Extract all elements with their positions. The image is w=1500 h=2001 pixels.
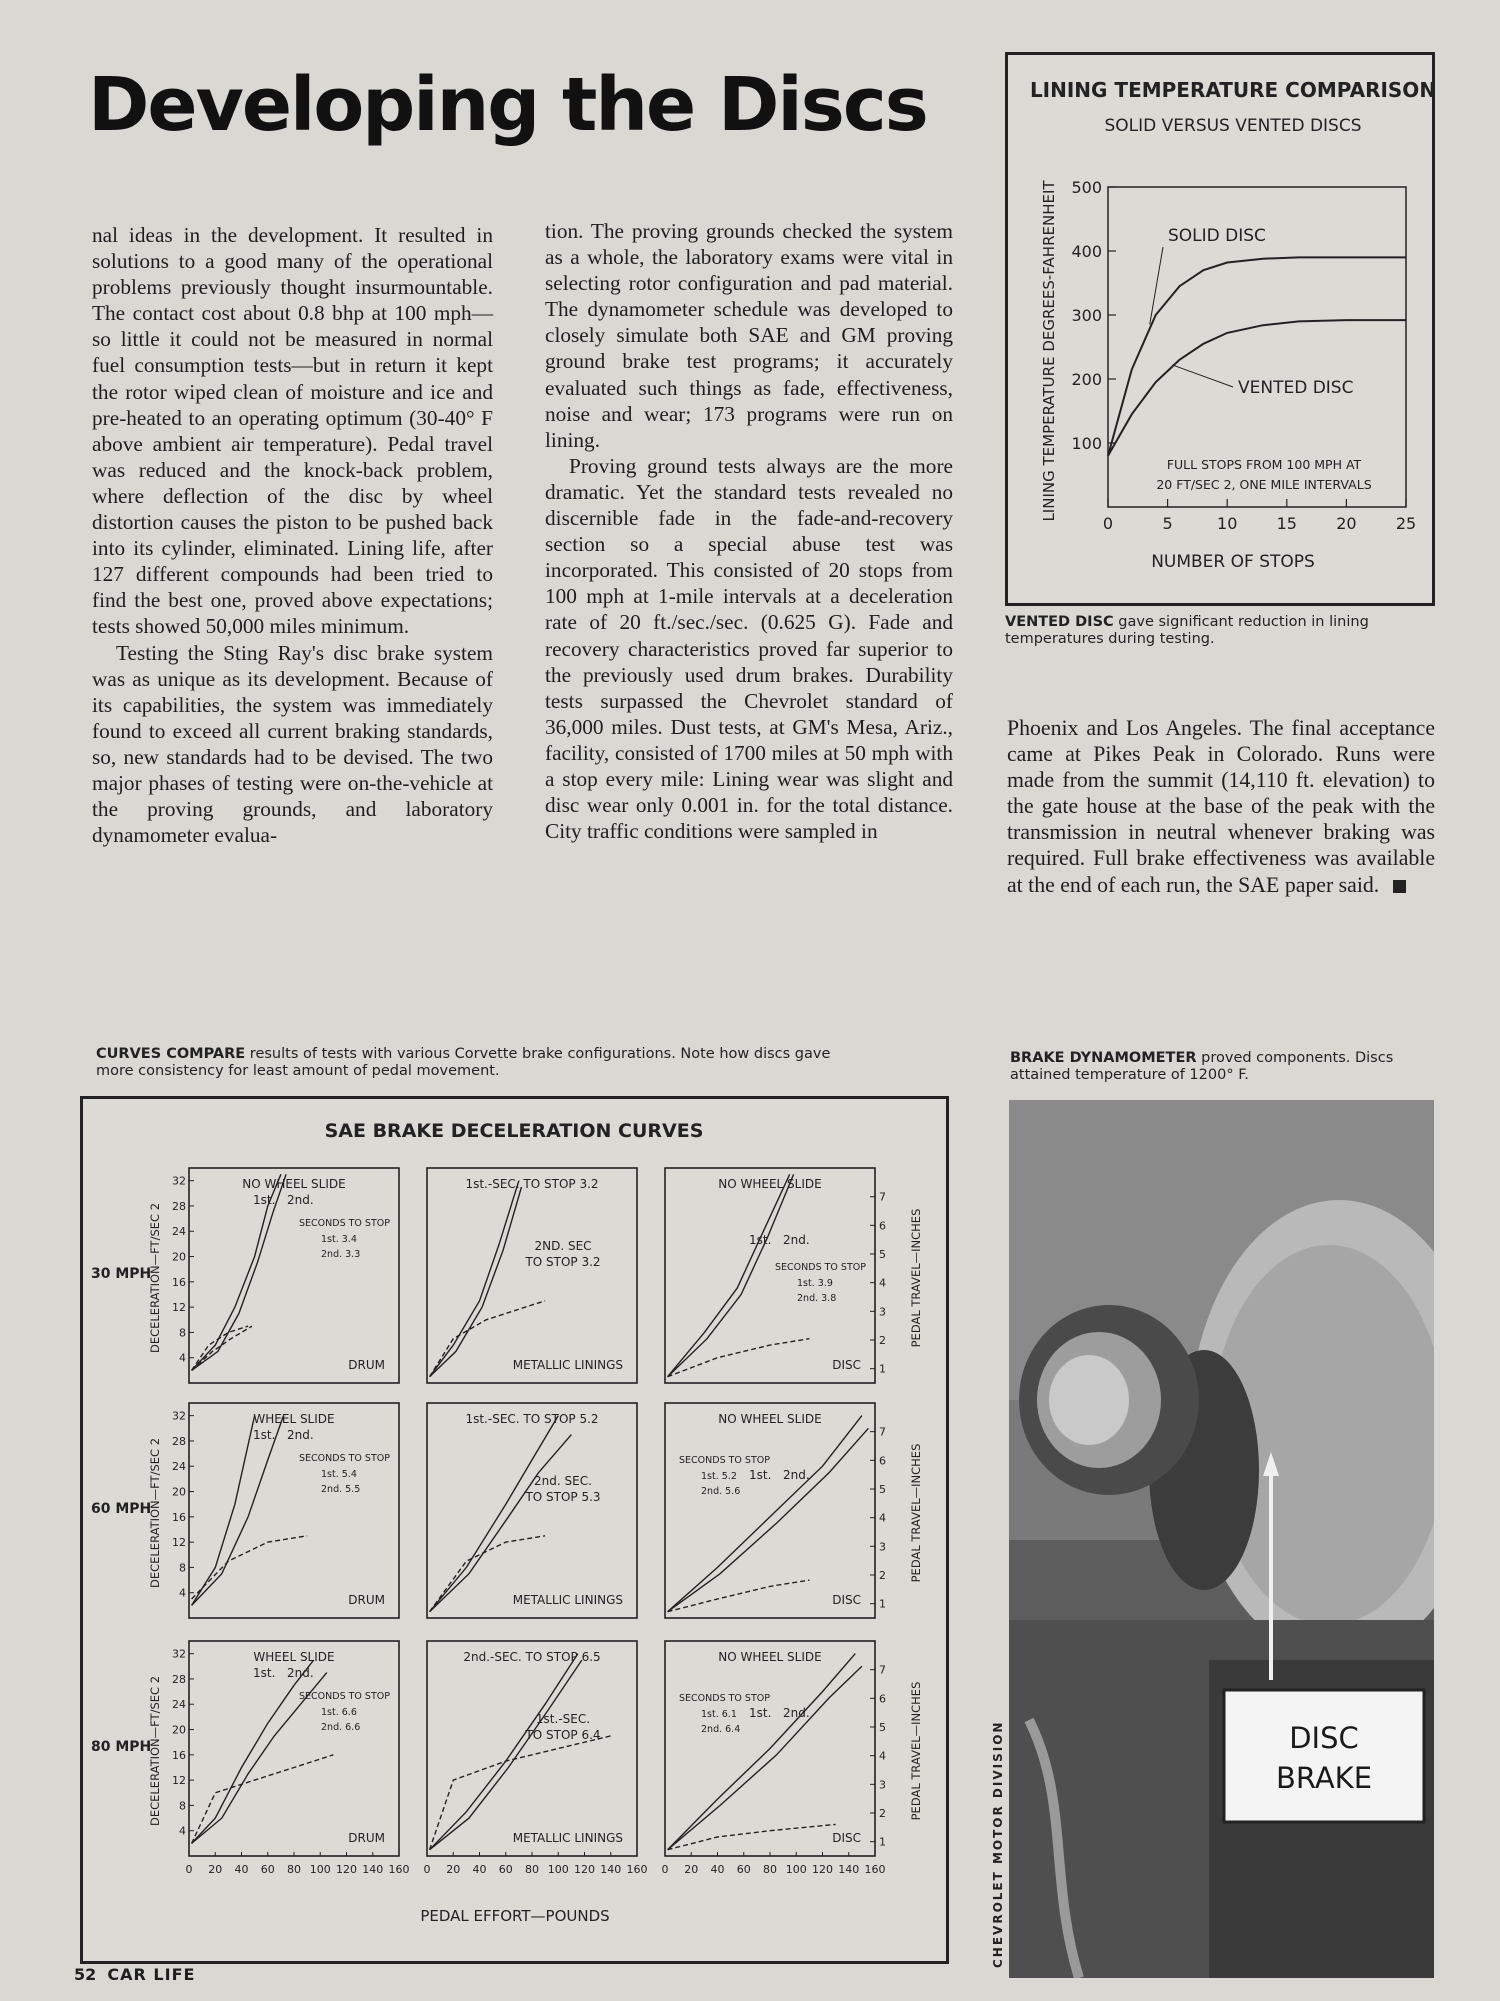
chart-note-line2: 20 FT/SEC 2, ONE MILE INTERVALS xyxy=(1156,477,1372,492)
disc-brake-label-line2: BRAKE xyxy=(1275,1761,1373,1795)
stop-value: 1st. 3.9 xyxy=(797,1278,833,1289)
x-tick-label: 60 xyxy=(260,1863,275,1876)
y2-tick-label: 3 xyxy=(879,1305,886,1319)
panel-mid-label: 2nd. SEC. xyxy=(534,1474,592,1488)
y-tick-label: 32 xyxy=(172,1174,186,1188)
y2-tick-label: 6 xyxy=(879,1219,886,1233)
y-tick-label: 20 xyxy=(172,1723,186,1737)
curve-label: 1st. xyxy=(749,1468,772,1482)
y-tick-label: 16 xyxy=(172,1510,186,1524)
curves-caption xyxy=(96,1046,856,1080)
caption-lead: VENTED DISC xyxy=(1005,614,1114,630)
decel-panel xyxy=(172,1641,410,1876)
stop-value: 2nd. 6.6 xyxy=(321,1722,361,1733)
stop-title: SECONDS TO STOP xyxy=(299,1691,390,1702)
curve-label: 1st. xyxy=(749,1233,772,1247)
speed-row-label: 30 MPH xyxy=(91,1266,152,1282)
y-tick-label: 32 xyxy=(172,1647,186,1661)
y-tick-label: 24 xyxy=(172,1460,186,1474)
solid-disc-curve xyxy=(1108,257,1406,455)
x-tick-label: 0 xyxy=(1102,514,1114,533)
x-tick-label: 140 xyxy=(600,1863,622,1876)
y2-axis-label: PEDAL TRAVEL—INCHES xyxy=(909,1443,923,1583)
x-tick-label: 25 xyxy=(1395,514,1417,533)
stop-value: 2nd. 3.8 xyxy=(797,1293,837,1304)
chart-note-line1: FULL STOPS FROM 100 MPH AT xyxy=(1166,457,1362,472)
curve-label: 2nd. xyxy=(783,1468,810,1482)
lining-label: METALLIC LININGS xyxy=(512,1593,623,1607)
chart-subtitle: SOLID VERSUS VENTED DISCS xyxy=(1104,116,1362,136)
y-axis-label: DECELERATION—FT/SEC 2 xyxy=(148,1202,162,1354)
y-tick-label: 8 xyxy=(179,1561,186,1575)
x-tick-label: 80 xyxy=(287,1863,301,1876)
y2-tick-label: 3 xyxy=(879,1540,886,1554)
y-tick-label: 100 xyxy=(1071,434,1102,453)
pedal-travel-curve xyxy=(192,1536,308,1599)
stop-title: SECONDS TO STOP xyxy=(299,1453,390,1464)
x-tick-label: 100 xyxy=(547,1863,569,1876)
y-tick-label: 28 xyxy=(172,1672,186,1686)
x-tick-label: 100 xyxy=(785,1863,807,1876)
caption-lead: CURVES COMPARE xyxy=(96,1046,246,1062)
disc-brake-label-line1: DISC xyxy=(1289,1721,1359,1755)
deceleration-curve xyxy=(430,1181,519,1377)
end-mark-icon xyxy=(1393,880,1406,893)
y-tick-label: 28 xyxy=(172,1199,186,1213)
x-tick-label: 15 xyxy=(1276,514,1297,533)
curve-label: 2nd. xyxy=(783,1233,810,1247)
series-label: VENTED DISC xyxy=(1238,378,1354,398)
x-tick-label: 120 xyxy=(574,1863,595,1876)
x-axis-label: NUMBER OF STOPS xyxy=(1151,552,1315,572)
stop-value: 1st. 6.6 xyxy=(321,1707,357,1718)
y2-tick-label: 7 xyxy=(879,1425,886,1439)
paragraph: Phoenix and Los Angeles. The final acceptance came at Pikes Peak in Colorado. Runs were made from the summit (14,110 ft. elevation) to the gate house at the base of the peak with the transmission in neutral whenever braking was required. Full brake effectiveness was available at the end of each run, the SAE paper said. xyxy=(1007,716,1435,897)
y2-tick-label: 4 xyxy=(879,1511,886,1525)
y2-tick-label: 7 xyxy=(879,1663,886,1677)
curve-label: 2nd. xyxy=(287,1428,314,1442)
x-tick-label: 100 xyxy=(309,1863,331,1876)
deceleration-curves-plot xyxy=(83,1099,946,1961)
stop-value: 1st. 6.1 xyxy=(701,1709,737,1720)
x-tick-label: 10 xyxy=(1217,514,1238,533)
panel-mid-label: TO STOP 6.4 xyxy=(525,1728,601,1742)
paragraph: Testing the Sting Ray's disc brake system was as unique as its development. Because of its capabilities, the system was immediately found to exceed all current braking standards, so, new standards had to be devised. The two major phases of testing were on-the-vehicle at the proving grounds, and laboratory dynamometer evalua- xyxy=(92,640,493,848)
y2-tick-label: 5 xyxy=(879,1248,886,1261)
lining-chart-caption xyxy=(1005,614,1435,648)
caption-text: proved components. Discs attained temperature of 1200° F. xyxy=(1010,1050,1394,1083)
panel-top-label: NO WHEEL SLIDE xyxy=(718,1412,822,1426)
decel-panel xyxy=(172,1403,399,1618)
x-tick-label: 160 xyxy=(388,1863,410,1876)
y2-tick-label: 6 xyxy=(879,1454,886,1468)
paragraph: Proving ground tests always are the more dramatic. Yet the standard tests revealed no discernible fade in the fade-and-recovery section so a special abuse test was incorporated. This consisted of 20 stops from 100 mph at 1-mile intervals at a deceleration rate of 20 ft./sec./sec. (0.625 G). Fade and recovery characteristics proved far superior to the previously used drum brakes. Durability tests surpassed the Chevrolet standard of 36,000 miles. Dust tests, at GM's Mesa, Ariz., facility, consisted of 1700 miles at 50 mph with a stop every mile: Lining wear was slight and disc wear only 0.001 in. for the total distance. City traffic conditions were sampled in xyxy=(545,453,953,844)
y-axis-label: DECELERATION—FT/SEC 2 xyxy=(148,1675,162,1827)
dynamometer-illustration xyxy=(1009,1100,1434,1978)
caption-text: gave significant reduction in lining temperatures during testing. xyxy=(1005,614,1369,647)
y-tick-label: 500 xyxy=(1071,178,1102,197)
deceleration-curve xyxy=(668,1174,794,1376)
y-tick-label: 16 xyxy=(172,1275,186,1289)
lining-label: METALLIC LININGS xyxy=(512,1831,623,1845)
x-tick-label: 80 xyxy=(763,1863,777,1876)
stop-value: 1st. 3.4 xyxy=(321,1234,357,1245)
curve-label: 2nd. xyxy=(287,1666,314,1680)
x-tick-label: 60 xyxy=(498,1863,513,1876)
decel-panel xyxy=(662,1641,887,1876)
y-tick-label: 16 xyxy=(172,1748,186,1762)
x-tick-label: 40 xyxy=(710,1863,725,1876)
decel-panel xyxy=(427,1403,637,1618)
article-column-1 xyxy=(92,222,493,848)
x-tick-label: 20 xyxy=(446,1863,461,1876)
curve-label: 1st. xyxy=(253,1666,276,1680)
stop-value: 2nd. 5.6 xyxy=(701,1486,741,1497)
x-tick-label: 140 xyxy=(838,1863,860,1876)
photo-credit xyxy=(985,1700,1009,1980)
panel-frame xyxy=(427,1168,637,1383)
deceleration-curve xyxy=(668,1654,856,1850)
x-axis-label: PEDAL EFFORT—POUNDS xyxy=(420,1907,610,1925)
y-tick-label: 8 xyxy=(179,1799,186,1813)
y2-tick-label: 4 xyxy=(879,1749,886,1763)
panel-frame xyxy=(427,1403,637,1618)
page-number: 52 xyxy=(74,1965,97,1984)
curve-label: 1st. xyxy=(253,1193,276,1207)
series-label: SOLID DISC xyxy=(1168,226,1266,246)
stop-value: 2nd. 3.3 xyxy=(321,1249,361,1260)
lining-temperature-plot xyxy=(1008,55,1432,603)
y-tick-label: 4 xyxy=(179,1586,186,1600)
chart-title: LINING TEMPERATURE COMPARISON xyxy=(1029,78,1432,102)
x-tick-label: 80 xyxy=(525,1863,539,1876)
x-tick-label: 20 xyxy=(208,1863,223,1876)
y2-tick-label: 1 xyxy=(879,1835,886,1849)
lining-label: DRUM xyxy=(348,1593,385,1607)
y-tick-label: 20 xyxy=(172,1250,186,1264)
stop-title: SECONDS TO STOP xyxy=(775,1262,866,1273)
article-column-2 xyxy=(545,218,953,844)
series-leader xyxy=(1172,365,1233,387)
y2-tick-label: 1 xyxy=(879,1597,886,1611)
caption-text: results of tests with various Corvette brake configurations. Note how discs gave more consistency for least amount of pedal movement. xyxy=(96,1046,831,1079)
stop-value: 2nd. 6.4 xyxy=(701,1724,741,1735)
page-folio xyxy=(74,1965,195,1984)
y-axis-label: LINING TEMPERATURE DEGREES-FAHRENHEIT xyxy=(1040,180,1058,522)
x-tick-label: 0 xyxy=(185,1863,193,1876)
deceleration-curve xyxy=(430,1660,582,1850)
stop-value: 1st. 5.2 xyxy=(701,1471,737,1482)
curve-label: 1st. xyxy=(253,1428,276,1442)
paragraph: nal ideas in the development. It resulted in solutions to a good many of the operational problems previously thought insurmountable. The contact cost about 0.8 bhp at 100 mph—so little it could not be measured in normal fuel consumption tests—but in return it kept the rotor wiped clean of moisture and ice and pre-heated to an operating optimum (30-40° F above ambient air temperature). Pedal travel was reduced and the knock-back problem, where deflection of the disc by wheel distortion causes the piston to be pushed back into its cylinder, eliminated. Lining life, after 127 different compounds had been tried to find the best one, proved above expectations; tests showed 50,000 miles minimum. xyxy=(92,223,493,639)
x-tick-label: 60 xyxy=(736,1863,751,1876)
lining-label: DRUM xyxy=(348,1358,385,1372)
curve-label: 2nd. xyxy=(783,1706,810,1720)
speed-row-label: 60 MPH xyxy=(91,1501,152,1517)
x-tick-label: 160 xyxy=(626,1863,648,1876)
y2-axis-label: PEDAL TRAVEL—INCHES xyxy=(909,1208,923,1348)
y-tick-label: 12 xyxy=(172,1774,186,1788)
y-tick-label: 24 xyxy=(172,1698,186,1712)
y-tick-label: 12 xyxy=(172,1536,186,1550)
x-tick-label: 5 xyxy=(1162,514,1173,533)
panel-frame xyxy=(427,1641,637,1856)
lining-label: DISC xyxy=(832,1593,861,1607)
decel-panel xyxy=(427,1168,637,1383)
lining-label: DISC xyxy=(832,1358,861,1372)
decel-panel xyxy=(172,1168,399,1383)
panel-top-label: WHEEL SLIDE xyxy=(253,1650,335,1664)
y2-tick-label: 2 xyxy=(879,1807,886,1820)
article-title: Developing the Discs xyxy=(88,62,927,148)
y2-tick-label: 4 xyxy=(879,1276,886,1290)
stop-title: SECONDS TO STOP xyxy=(679,1693,770,1704)
y2-tick-label: 5 xyxy=(879,1483,886,1496)
y-tick-label: 300 xyxy=(1071,306,1102,325)
y-tick-label: 28 xyxy=(172,1434,186,1448)
deceleration-curve xyxy=(430,1416,559,1612)
deceleration-curve xyxy=(192,1660,314,1843)
pedal-travel-curve xyxy=(192,1755,334,1844)
lining-label: DRUM xyxy=(348,1831,385,1845)
curve-label: 2nd. xyxy=(287,1193,314,1207)
stop-title: SECONDS TO STOP xyxy=(679,1455,770,1466)
y2-tick-label: 2 xyxy=(879,1569,886,1582)
y-tick-label: 4 xyxy=(179,1824,186,1838)
y2-tick-label: 1 xyxy=(879,1362,886,1376)
panel-top-label: 1st.-SEC. TO STOP 3.2 xyxy=(465,1177,599,1191)
panel-top-label: NO WHEEL SLIDE xyxy=(242,1177,346,1191)
stop-value: 1st. 5.4 xyxy=(321,1469,357,1480)
y-axis-label: DECELERATION—FT/SEC 2 xyxy=(148,1437,162,1589)
deceleration-curve xyxy=(430,1654,578,1850)
y-tick-label: 200 xyxy=(1071,370,1102,389)
caption-lead: BRAKE DYNAMOMETER xyxy=(1010,1050,1197,1066)
dynamometer-caption xyxy=(1010,1050,1440,1084)
deceleration-curve xyxy=(668,1416,862,1612)
x-tick-label: 120 xyxy=(812,1863,833,1876)
x-tick-label: 0 xyxy=(661,1863,669,1876)
deceleration-curves-chart xyxy=(80,1096,949,1964)
deceleration-curve xyxy=(668,1174,790,1376)
photo-credit-text: CHEVROLET MOTOR DIVISION xyxy=(991,1720,1005,1968)
decel-panel xyxy=(424,1641,648,1876)
y-tick-label: 8 xyxy=(179,1326,186,1340)
panel-mid-label: TO STOP 3.2 xyxy=(525,1255,601,1269)
y2-tick-label: 7 xyxy=(879,1190,886,1204)
paragraph: tion. The proving grounds checked the system as a whole, the laboratory exams were vital in selecting rotor configuration and pad material. The dynamometer schedule was developed to closely simulate both SAE and GM proving ground brake test programs; it accurately evaluated such things as fade, effectiveness, noise and wear; 173 programs were run on lining. xyxy=(545,219,953,452)
chart-title: SAE BRAKE DECELERATION CURVES xyxy=(324,1120,704,1142)
y-tick-label: 4 xyxy=(179,1351,186,1365)
x-tick-label: 0 xyxy=(423,1863,431,1876)
panel-top-label: NO WHEEL SLIDE xyxy=(718,1650,822,1664)
x-tick-label: 140 xyxy=(362,1863,384,1876)
y2-tick-label: 6 xyxy=(879,1692,886,1706)
panel-top-label: 2nd.-SEC. TO STOP 6.5 xyxy=(463,1650,601,1664)
deceleration-curve xyxy=(192,1416,284,1606)
y-tick-label: 400 xyxy=(1071,242,1102,261)
y2-tick-label: 2 xyxy=(879,1334,886,1347)
decel-panel xyxy=(665,1403,886,1618)
pedal-travel-curve xyxy=(668,1339,810,1377)
speed-row-label: 80 MPH xyxy=(91,1739,152,1755)
y2-tick-label: 3 xyxy=(879,1778,886,1792)
lining-label: METALLIC LININGS xyxy=(512,1358,623,1372)
y2-tick-label: 5 xyxy=(879,1721,886,1734)
stop-title: SECONDS TO STOP xyxy=(299,1218,390,1229)
x-tick-label: 40 xyxy=(234,1863,249,1876)
panel-mid-label: TO STOP 5.3 xyxy=(525,1490,601,1504)
x-tick-label: 160 xyxy=(864,1863,886,1876)
decel-panel xyxy=(665,1168,886,1383)
stop-value: 2nd. 5.5 xyxy=(321,1484,361,1495)
lining-label: DISC xyxy=(832,1831,861,1845)
x-tick-label: 40 xyxy=(472,1863,487,1876)
panel-mid-label: 2ND. SEC xyxy=(534,1239,592,1253)
panel-top-label: WHEEL SLIDE xyxy=(253,1412,335,1426)
y-tick-label: 20 xyxy=(172,1485,186,1499)
article-column-3 xyxy=(1007,715,1435,898)
y-tick-label: 12 xyxy=(172,1301,186,1315)
panel-top-label: NO WHEEL SLIDE xyxy=(718,1177,822,1191)
deceleration-curve xyxy=(192,1416,255,1606)
brake-dynamometer-photo xyxy=(1009,1100,1434,1978)
x-tick-label: 120 xyxy=(336,1863,357,1876)
panel-top-label: 1st.-SEC. TO STOP 5.2 xyxy=(465,1412,599,1426)
panel-mid-label: 1st.-SEC. xyxy=(535,1712,591,1726)
y2-axis-label: PEDAL TRAVEL—INCHES xyxy=(909,1681,923,1821)
panel-frame xyxy=(665,1168,875,1383)
magazine-name: CAR LIFE xyxy=(107,1965,196,1984)
y-tick-label: 24 xyxy=(172,1225,186,1239)
curve-label: 1st. xyxy=(749,1706,772,1720)
x-tick-label: 20 xyxy=(1336,514,1357,533)
x-tick-label: 20 xyxy=(684,1863,699,1876)
y-tick-label: 32 xyxy=(172,1409,186,1423)
lining-temperature-chart xyxy=(1005,52,1435,606)
